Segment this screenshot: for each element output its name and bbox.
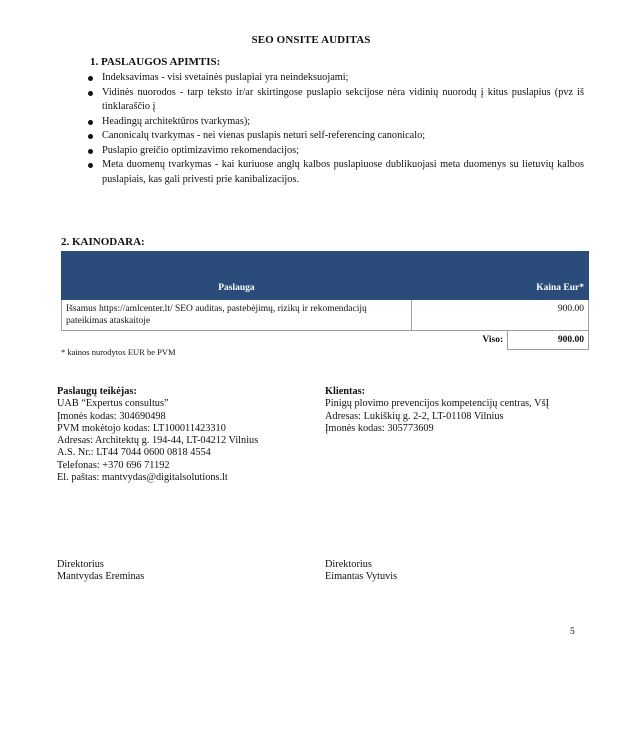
section-scope-heading: 1. PASLAUGOS APIMTIS: [90,56,221,68]
list-item [88,115,584,130]
section-pricing-heading: 2. KAINODARA: [61,236,145,248]
pricing-footnote: * kainos nurodytos EUR be PVM [61,347,176,357]
client-block [325,386,585,435]
list-item [88,71,584,86]
list-item-text: Vidinės nuorodos - tarp teksto ir/ar skirtingose puslapio sekcijose nėra vidinių nuorodų į kitus puslapius (pvz iš tinklaraščio į [102,86,584,112]
client-line: Pinigų plovimo prevencijos kompetencijų centras, VšĮ [325,398,550,410]
list-item [88,144,584,159]
list-item [88,158,584,187]
total-value: 900.00 [508,331,589,350]
list-item-text: Canonicalų tvarkymas - nei vienas puslapis neturi self-referencing canonicalo; [102,130,426,141]
provider-line: Įmonės kodas: 304690498 [57,410,166,422]
page-number: 5 [570,627,575,637]
scope-list [88,71,584,187]
client-heading: Klientas: [325,386,366,397]
total-label: Viso: [411,331,507,350]
bullet-icon [88,163,93,168]
bullet-icon [88,149,93,154]
header-price: Kaina Eur* [411,252,588,300]
list-item-text: Meta duomenų tvarkymas - kai kuriuose anglų kalbos puslapiuose dublikuojasi meta duomenys su lietuvių kalbos puslapiais, kas gali privesti prie kanibalizacijos. [102,159,584,185]
bullet-icon [88,120,93,125]
cell-price: 900.00 [411,300,588,331]
provider-heading: Paslaugų teikėjas: [57,386,137,397]
provider-block [57,386,297,484]
signature-name: Eimantas Vytuvis [325,571,398,583]
signature-name: Mantvydas Ereminas [57,571,145,583]
bullet-icon [88,91,93,96]
list-item-text: Headingų architektūros tvarkymas); [102,115,251,127]
provider-line: El. paštas: mantvydas@digitalsolutions.lt [57,472,228,484]
provider-line: PVM mokėtojo kodas: LT100011423310 [57,422,226,434]
bullet-icon [88,76,93,81]
list-item [88,86,584,115]
list-item-text: Puslapio greičio optimizavimo rekomendacijos; [102,144,300,156]
provider-line: UAB “Expertus consultus” [57,398,169,410]
document-title: SEO ONSITE AUDITAS [251,34,371,46]
signature-role: Direktorius [57,559,104,570]
client-signature [325,559,397,584]
provider-line: A.S. Nr.: LT44 7044 0600 0818 4554 [57,447,211,459]
signature-role: Direktorius [325,559,372,570]
provider-line: Adresas: Architektų g. 194-44, LT-04212 Vilnius [57,435,259,447]
table-row [62,300,589,331]
cell-service: Išsamus https://amlcenter.lt/ SEO auditas, pastebėjimų, rizikų ir rekomendacijų pateikimas ataskaitoje [62,300,412,331]
header-service: Paslauga [62,252,412,300]
provider-signature [57,559,144,584]
table-header-row [62,252,589,300]
list-item-text: Indeksavimas - visi svetainės puslapiai yra neindeksuojami; [102,72,349,83]
bullet-icon [88,134,93,139]
pricing-table [61,251,589,350]
provider-line: Telefonas: +370 696 71192 [57,459,170,471]
list-item [88,129,584,144]
client-line: Įmonės kodas: 305773609 [325,422,434,434]
client-line: Adresas: Lukiškių g. 2-2, LT-01108 Vilnius [325,410,504,422]
